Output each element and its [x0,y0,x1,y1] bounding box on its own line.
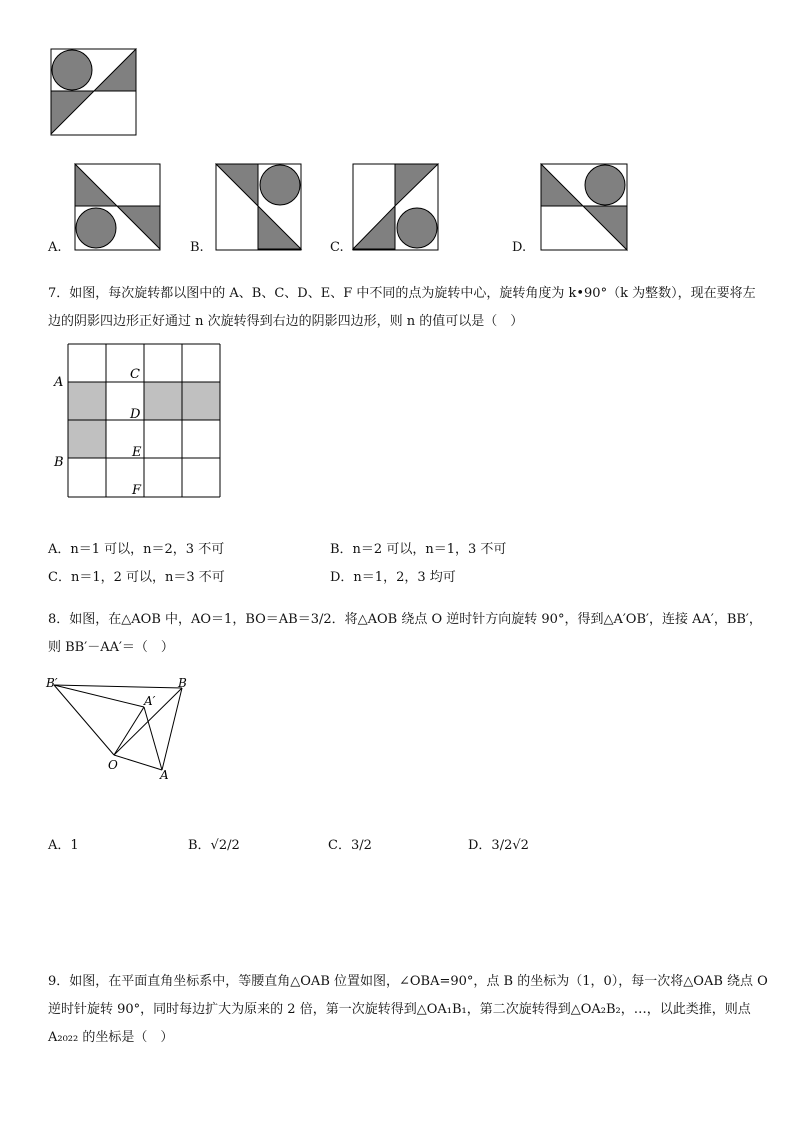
top-figure [50,48,138,138]
option-d-label[interactable]: D. [512,240,527,255]
q7-option-d[interactable]: D．n＝1，2，3 均可 [330,570,456,585]
q7-label-d: D [130,407,141,422]
q8-label-a: A [160,768,169,782]
q8-label-b: B [178,676,187,690]
q8-option-d[interactable]: D．3/2√2 [468,838,529,853]
q8-label-bprime: B′ [46,676,58,690]
q8-label-o: O [108,758,118,772]
q7-text: 7．如图，每次旋转都以图中的 A、B、C、D、E、F 中不同的点为旋转中心，旋转角度为 k•90°（k 为整数），现在要将左边的阴影四边形正好通过 n 次旋转得到右边的阴影四边形，则 n 的值可以是（ ） [48,286,756,329]
option-d-figure[interactable] [540,163,630,253]
q7-label-a: A [54,375,64,390]
q7-label-c: C [130,367,140,382]
q8-option-b[interactable]: B．√2/2 [188,838,240,853]
q8-label-aprime: A′ [144,694,156,708]
q9-text: 9．如图，在平面直角坐标系中，等腰直角△OAB 位置如图，∠OBA=90°，点 B 的坐标为（1，0），每一次将△OAB 绕点 O 逆时针旋转 90°，同时每边扩大为原来的 2 倍，第一次旋转得到△OA₁B₁，第二次旋转得到△OA₂B₂，…，以此类推，则点 A₂₀₂₂ 的坐标是（ ） [48,974,768,1045]
option-b-label[interactable]: B. [190,240,204,255]
q9-question [48,968,768,1052]
q7-grid [50,342,230,507]
q8-figure [44,675,204,785]
q8-question [48,606,768,662]
q7-label-b: B [54,455,64,470]
q7-option-a[interactable]: A．n＝1 可以，n＝2，3 不可 [48,542,225,557]
option-a-label[interactable]: A. [48,240,62,255]
q8-option-c[interactable]: C．3/2 [328,838,372,853]
option-c-figure[interactable] [352,163,440,253]
q8-text: 8．如图，在△AOB 中，AO＝1，BO＝AB＝3/2．将△AOB 绕点 O 逆时针方向旋转 90°，得到△A′OB′，连接 AA′，BB′，则 BB′－AA′＝（ ） [48,612,762,655]
option-b-figure[interactable] [215,163,303,253]
option-c-label[interactable]: C. [330,240,344,255]
q7-label-e: E [132,445,142,460]
option-a-figure[interactable] [74,163,162,253]
q7-option-c[interactable]: C．n＝1，2 可以，n＝3 不可 [48,570,225,585]
q7-label-f: F [132,483,142,498]
q8-option-a[interactable]: A．1 [48,838,79,853]
q7-option-b[interactable]: B．n＝2 可以，n＝1，3 不可 [330,542,507,557]
q7-question [48,280,768,336]
